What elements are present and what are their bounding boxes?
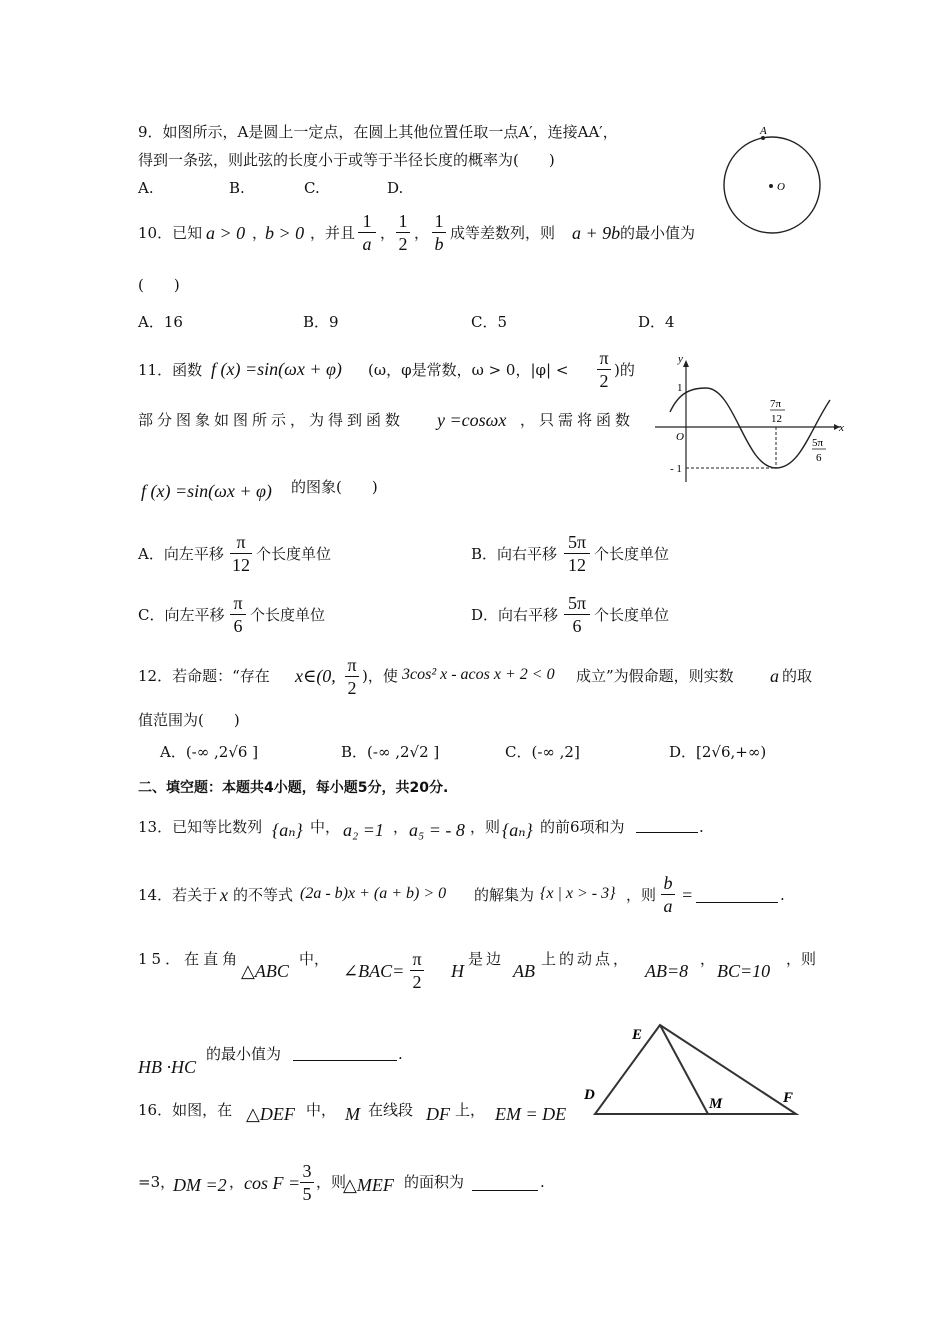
q11-option-b-tail: 个长度单位: [594, 545, 670, 563]
q12-a: a: [770, 666, 779, 686]
q12-option-d: D．[2√6,+∞): [669, 743, 767, 761]
q15-tail: ，则: [786, 950, 817, 968]
triangle-def: [595, 1025, 796, 1114]
q15-tri: △ABC: [241, 961, 289, 981]
q11-option-b-frac: 5π 12: [564, 533, 590, 574]
q11-line3-func: f (x) =sin(ωx + φ): [141, 481, 272, 501]
q13-mid: 中，: [310, 818, 341, 836]
q10-option-d: D．4: [638, 313, 675, 331]
q16-line2-b: ，则: [316, 1173, 347, 1191]
y-label: y: [678, 353, 683, 365]
q11-line2-c: ，只需将函数: [520, 411, 635, 429]
q15-line2-expr: HB ·HC: [138, 1057, 196, 1077]
q14-ineq: (2a - b)x + (a + b) > 0: [300, 885, 447, 902]
q13-prefix: 13．已知等比数列: [138, 818, 263, 836]
q13-seq: {aₙ}: [272, 820, 303, 840]
q16-mid3: 上，: [455, 1101, 486, 1119]
q11-frac-pi-2: π 2: [597, 349, 611, 390]
q16-line2-c: 的面积为: [404, 1173, 465, 1191]
q9-circle-figure: [715, 122, 835, 242]
q10-suffix2: 的最小值为: [620, 224, 696, 242]
q13-a2: a₂ =1: [343, 820, 384, 840]
q11-option-a-label: A．向左平移: [138, 545, 224, 563]
q16-m: M: [345, 1104, 360, 1124]
q12-line2: 值范围为( ): [138, 711, 240, 729]
q15-ab8: AB=8: [645, 961, 689, 981]
q12-x-in: x∈(0,: [295, 666, 336, 686]
q13-a5: a₅ = - 8: [409, 820, 465, 840]
q16-mid: 中，: [306, 1101, 337, 1119]
q11-option-d-label: D．向右平移: [471, 606, 559, 624]
vertex-m: M: [709, 1096, 723, 1112]
q16-cos: cos F =: [244, 1173, 301, 1193]
tick-7pi-den: 12: [771, 413, 782, 425]
q10-comma2: ，: [380, 224, 396, 242]
vertex-e: E: [632, 1027, 643, 1043]
q11-option-d-tail: 个长度单位: [594, 606, 670, 624]
q13-tail: 的前6项和为: [540, 818, 625, 836]
q15-mid2: 是边: [468, 950, 505, 968]
q11-option-d-frac: 5π 6: [564, 594, 590, 635]
q13-seq2: {aₙ}: [502, 820, 533, 840]
q11-line3-tail: 的图象( ): [291, 478, 378, 496]
q11-option-b-label: B．向右平移: [471, 545, 558, 563]
q10-prefix: 10．已知: [138, 224, 203, 242]
q11-option-c-tail: 个长度单位: [250, 606, 326, 624]
tick-7pi-num: 7π: [770, 398, 782, 410]
sine-curve: [670, 388, 830, 468]
q13-comma: ，: [393, 818, 409, 836]
q15-h: H: [451, 961, 464, 981]
q16-df: DF: [426, 1104, 450, 1124]
tick-5pi-num: 5π: [812, 437, 824, 449]
section2-heading: 二、填空题：本题共4小题，每小题5分，共20分.: [138, 780, 449, 796]
q12-option-b: B．(-∞ ,2√2 ]: [341, 743, 440, 761]
q10-comma3: ，: [414, 224, 430, 242]
q10-suffix1: 成等差数列，则: [450, 224, 556, 242]
q16-prefix: 16．如图，在: [138, 1101, 233, 1119]
q16-end: .: [540, 1173, 545, 1191]
q10-frac-1b: 1 b: [432, 212, 446, 253]
q16-tri: △DEF: [246, 1104, 295, 1124]
q16-answer-blank[interactable]: [472, 1190, 538, 1191]
q10-option-c: C．5: [471, 313, 508, 331]
q12-after-frac: )，使: [362, 667, 398, 685]
q12-tail2: 的取: [782, 667, 813, 685]
q11-paren-text: (ω，φ是常数，ω > 0，|φ| <: [368, 361, 569, 379]
q14-x: x: [220, 885, 228, 905]
x-label: x: [839, 422, 844, 434]
q12-ineq: 3cos² x - acos x + 2 < 0: [402, 666, 555, 683]
q11-line2-a: 部分图象如图所示，为得到函数: [138, 411, 405, 429]
q9-option-a: A.: [138, 179, 154, 197]
q10-frac-half: 1 2: [396, 212, 410, 253]
q10-expr: a + 9b: [572, 223, 621, 243]
q9-option-b: B.: [229, 179, 245, 197]
segment-em: [660, 1025, 708, 1114]
q16-em: EM = DE: [495, 1104, 567, 1124]
q11-option-c-label: C．向左平移: [138, 606, 225, 624]
q11-func: f (x) =sin(ωx + φ): [211, 359, 342, 379]
q13-end: .: [699, 818, 704, 836]
q9-line2: 得到一条弦，则此弦的长度小于或等于半径长度的概率为( ): [138, 151, 555, 169]
q14-answer-blank[interactable]: [696, 902, 778, 903]
q15-answer-blank[interactable]: [293, 1060, 397, 1061]
q14-mid: 的不等式: [233, 886, 294, 904]
q9-option-c: C.: [304, 179, 320, 197]
q10-comma: ，: [252, 224, 268, 242]
tick-one: 1: [677, 382, 683, 394]
q10-paren: ( ): [138, 276, 180, 294]
q16-dm: DM =2: [173, 1175, 227, 1195]
q11-prefix: 11．函数: [138, 361, 203, 379]
q15-prefix: 15．在直角: [138, 950, 242, 968]
q15-line2-tail: 的最小值为: [206, 1045, 282, 1063]
q14-set: {x | x > - 3}: [540, 885, 616, 902]
origin-label: O: [676, 431, 684, 443]
q13-mid2: ，则: [470, 818, 501, 836]
q12-tail: 成立”为假命题，则实数: [576, 667, 734, 685]
y-axis-arrow: [683, 360, 689, 367]
q9-option-d: D.: [387, 179, 404, 197]
q10-frac-1a: 1 a: [358, 212, 376, 253]
q15-ab: AB: [513, 961, 535, 981]
q10-option-b: B．9: [303, 313, 339, 331]
q12-option-a: A．(-∞ ,2√6 ]: [160, 743, 259, 761]
center-dot: [769, 184, 773, 188]
q12-frac-pi-2: π 2: [345, 656, 359, 697]
q11-sine-graph: [650, 350, 850, 485]
q14-end: .: [780, 886, 785, 904]
q10-mid: ，并且: [310, 224, 356, 242]
q10-option-a: A．16: [138, 313, 183, 331]
q15-end: .: [398, 1045, 403, 1063]
center-o-label: O: [777, 181, 785, 193]
q15-mid: 中，: [299, 950, 330, 968]
q13-answer-blank[interactable]: [636, 832, 698, 833]
q16-tri2: △MEF: [343, 1175, 394, 1195]
q16-line2-a: =3，: [138, 1173, 176, 1191]
q12-option-c: C．(-∞ ,2]: [505, 743, 580, 761]
tick-neg-one: - 1: [670, 463, 682, 475]
q11-option-a-frac: π 12: [232, 532, 250, 575]
q15-comma: ，: [700, 950, 716, 968]
vertex-f: F: [783, 1090, 794, 1106]
q15-frac-pi-2: π 2: [410, 950, 424, 991]
q15-mid3: 上的动点，: [541, 950, 632, 968]
q10-cond-b: b > 0: [265, 223, 305, 243]
q9-line1: 9．如图所示，A是圆上一定点，在圆上其他位置任取一点A′，连接AA′，: [138, 123, 618, 141]
q11-tail: )的: [614, 361, 635, 379]
q16-comma: ，: [229, 1173, 245, 1191]
q14-eq: =: [681, 885, 694, 905]
q16-frac-3-5: 3 5: [300, 1162, 314, 1203]
q12-prefix: 12．若命题：“存在: [138, 667, 270, 685]
q15-angle: ∠BAC=: [343, 961, 405, 981]
q14-prefix: 14．若关于: [138, 886, 218, 904]
q10-cond-a: a > 0: [206, 223, 246, 243]
q14-mid2: 的解集为: [474, 886, 535, 904]
point-a-label: A: [760, 125, 767, 137]
q15-bc10: BC=10: [717, 961, 771, 981]
tick-5pi-den: 6: [816, 452, 822, 464]
q11-line2-cos: y =cosωx: [437, 410, 507, 430]
q11-option-c-frac: π 6: [230, 594, 246, 635]
q14-mid3: ，则: [626, 886, 657, 904]
q14-frac-b-a: b a: [661, 874, 675, 915]
vertex-d: D: [584, 1087, 595, 1103]
q16-triangle-figure: [578, 1018, 803, 1123]
q16-mid2: 在线段: [368, 1101, 414, 1119]
q11-option-a-tail: 个长度单位: [256, 545, 332, 563]
